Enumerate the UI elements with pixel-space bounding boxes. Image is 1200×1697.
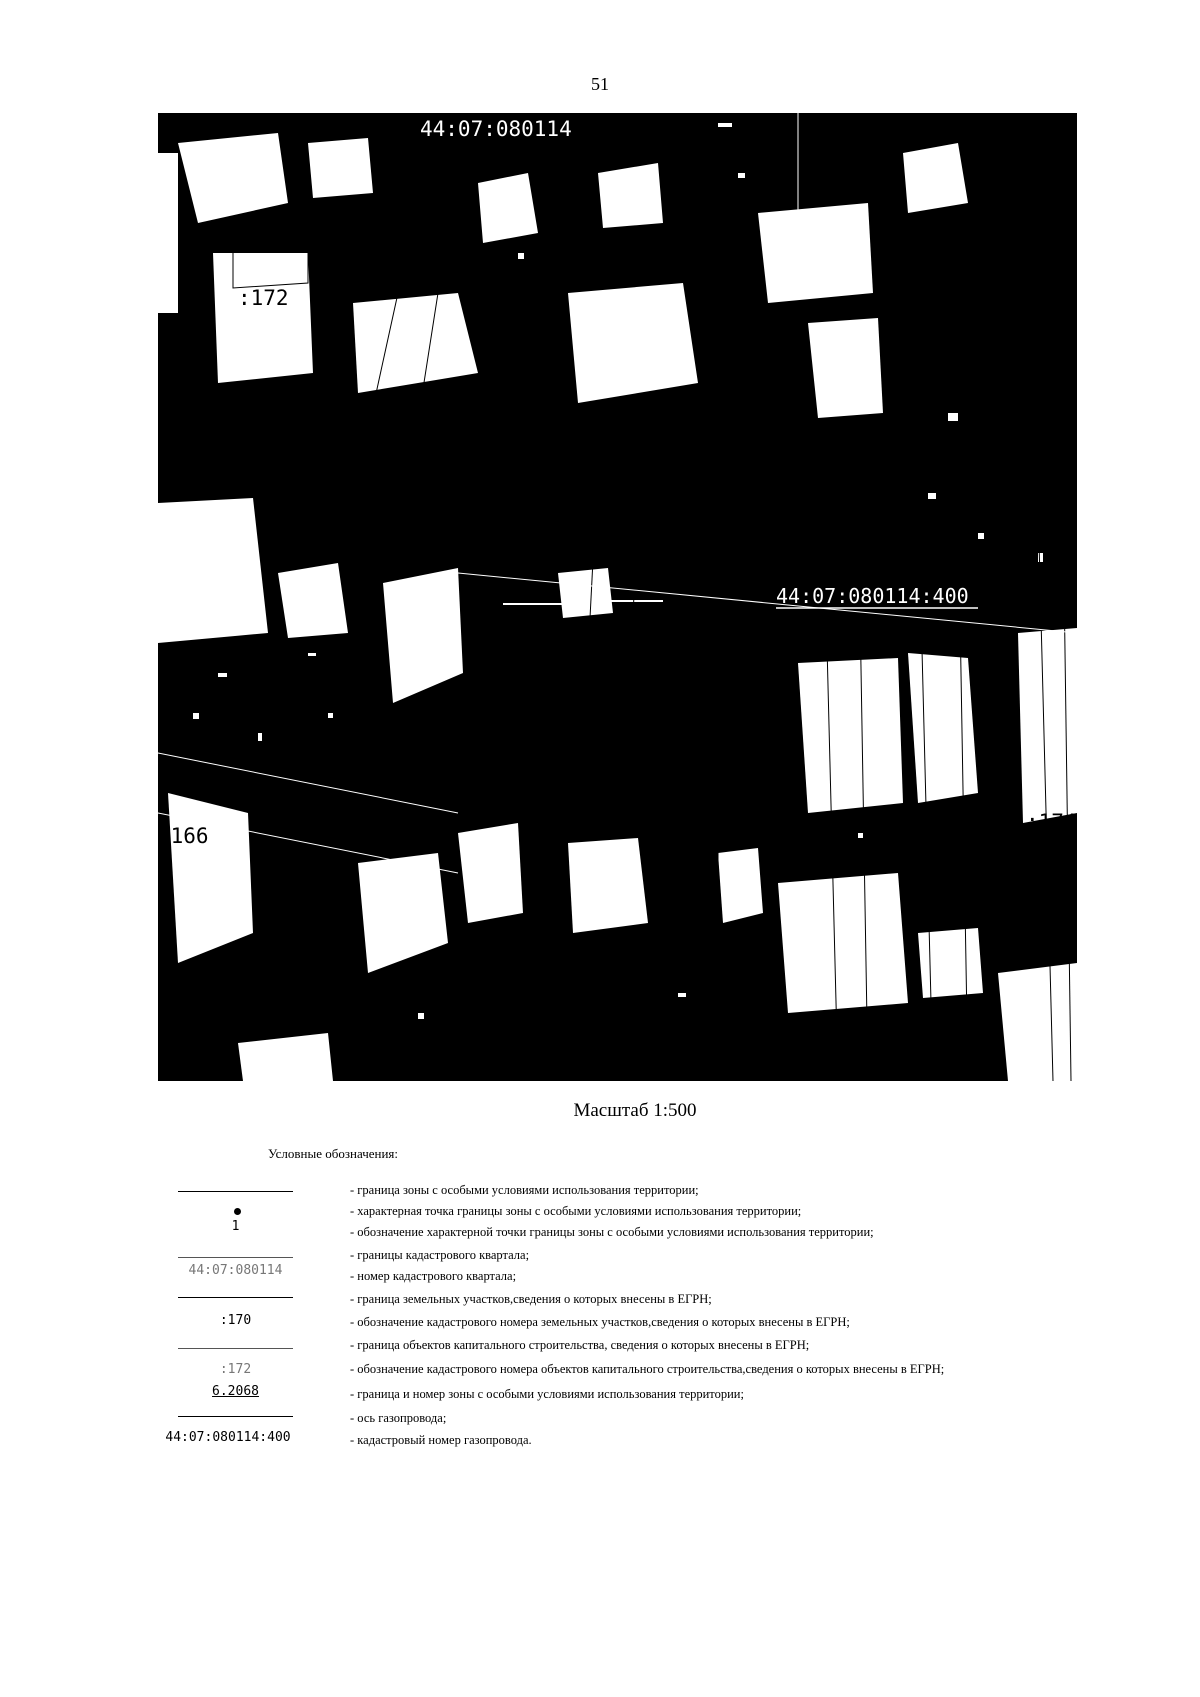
legend-desc-lot-boundary: - граница земельных участков,сведения о которых внесены в ЕГРН;	[350, 1292, 712, 1306]
legend-symbol-lot-boundary	[178, 1297, 293, 1298]
boundary-point-10	[569, 462, 576, 469]
legend-symbol-gas-number: 44:07:080114:400	[165, 1430, 291, 1445]
lot-172-label: :172	[238, 286, 289, 310]
legend-symbol-building-number: :172	[219, 1362, 252, 1377]
lot-166-label: :166	[158, 824, 209, 848]
point-12-label: 12	[683, 448, 703, 467]
boundary-point-b	[1001, 502, 1008, 509]
map-scale: Масштаб 1:500	[573, 1100, 697, 1121]
point-2-label: 2	[1016, 543, 1026, 562]
boundary-point-a	[993, 494, 1000, 501]
legend-symbol-point	[234, 1208, 241, 1215]
zone-number-label: 6.2	[1038, 478, 1073, 500]
legend-desc-building-boundary: - граница объектов капитального строительства, сведения о которых внесены в ЕГРН;	[350, 1338, 810, 1352]
legend-desc-building-number: - обозначение кадастрового номера объектов капитального строительства,сведения о которых внесены в ЕГРН;	[350, 1362, 945, 1376]
legend-desc-gas-number: - кадастровый номер газопровода.	[350, 1433, 532, 1447]
quarter-number-label: 44:07:080114	[420, 117, 572, 141]
point-11-label: 11	[598, 445, 618, 464]
aerial-map-svg	[158, 113, 1077, 1081]
legend-symbol-lot-number: :170	[219, 1313, 252, 1328]
legend-symbol-point-number: 1	[231, 1219, 240, 1234]
legend-desc-point: - характерная точка границы зоны с особыми условиями использования территории;	[350, 1204, 802, 1218]
legend-desc-point-number: - обозначение характерной точки границы зоны с особыми условиями использования территории;	[350, 1225, 874, 1239]
legend-symbol-quarter-boundary	[178, 1257, 293, 1258]
legend-symbol-quarter-number: 44:07:080114	[188, 1263, 283, 1278]
boundary-point-11	[585, 464, 592, 471]
legend-desc-zone-boundary: - граница зоны с особыми условиями использования территории;	[350, 1183, 699, 1197]
lot-8-label: 8	[433, 391, 442, 407]
boundary-point-12	[673, 469, 680, 476]
legend-symbol-building-boundary	[178, 1348, 293, 1349]
legend-title: Условные обозначения:	[268, 1146, 399, 1161]
legend-symbol-gas-axis	[178, 1416, 293, 1417]
cadastral-map	[158, 113, 1077, 1081]
legend-desc-quarter-number: - номер кадастрового квартала;	[350, 1269, 517, 1283]
legend-desc-lot-number: - обозначение кадастрового номера земельных участков,сведения о которых внесены в ЕГРН;	[350, 1315, 850, 1329]
legend-desc-zone-number: - граница и номер зоны с особыми условиями использования территории;	[350, 1387, 744, 1401]
point-10-label: 10	[571, 443, 591, 462]
legend-symbol-zone-boundary	[178, 1191, 293, 1192]
legend-desc-gas-axis: - ось газопровода;	[350, 1411, 447, 1425]
legend-desc-quarter-boundary: - границы кадастрового квартала;	[350, 1248, 530, 1262]
gas-pipeline-number-label: 44:07:080114:400	[776, 584, 969, 608]
legend-symbol-zone-number: 6.2068	[212, 1384, 259, 1399]
page-number: 51	[591, 74, 609, 94]
lot-174-label: :174	[1026, 810, 1077, 834]
